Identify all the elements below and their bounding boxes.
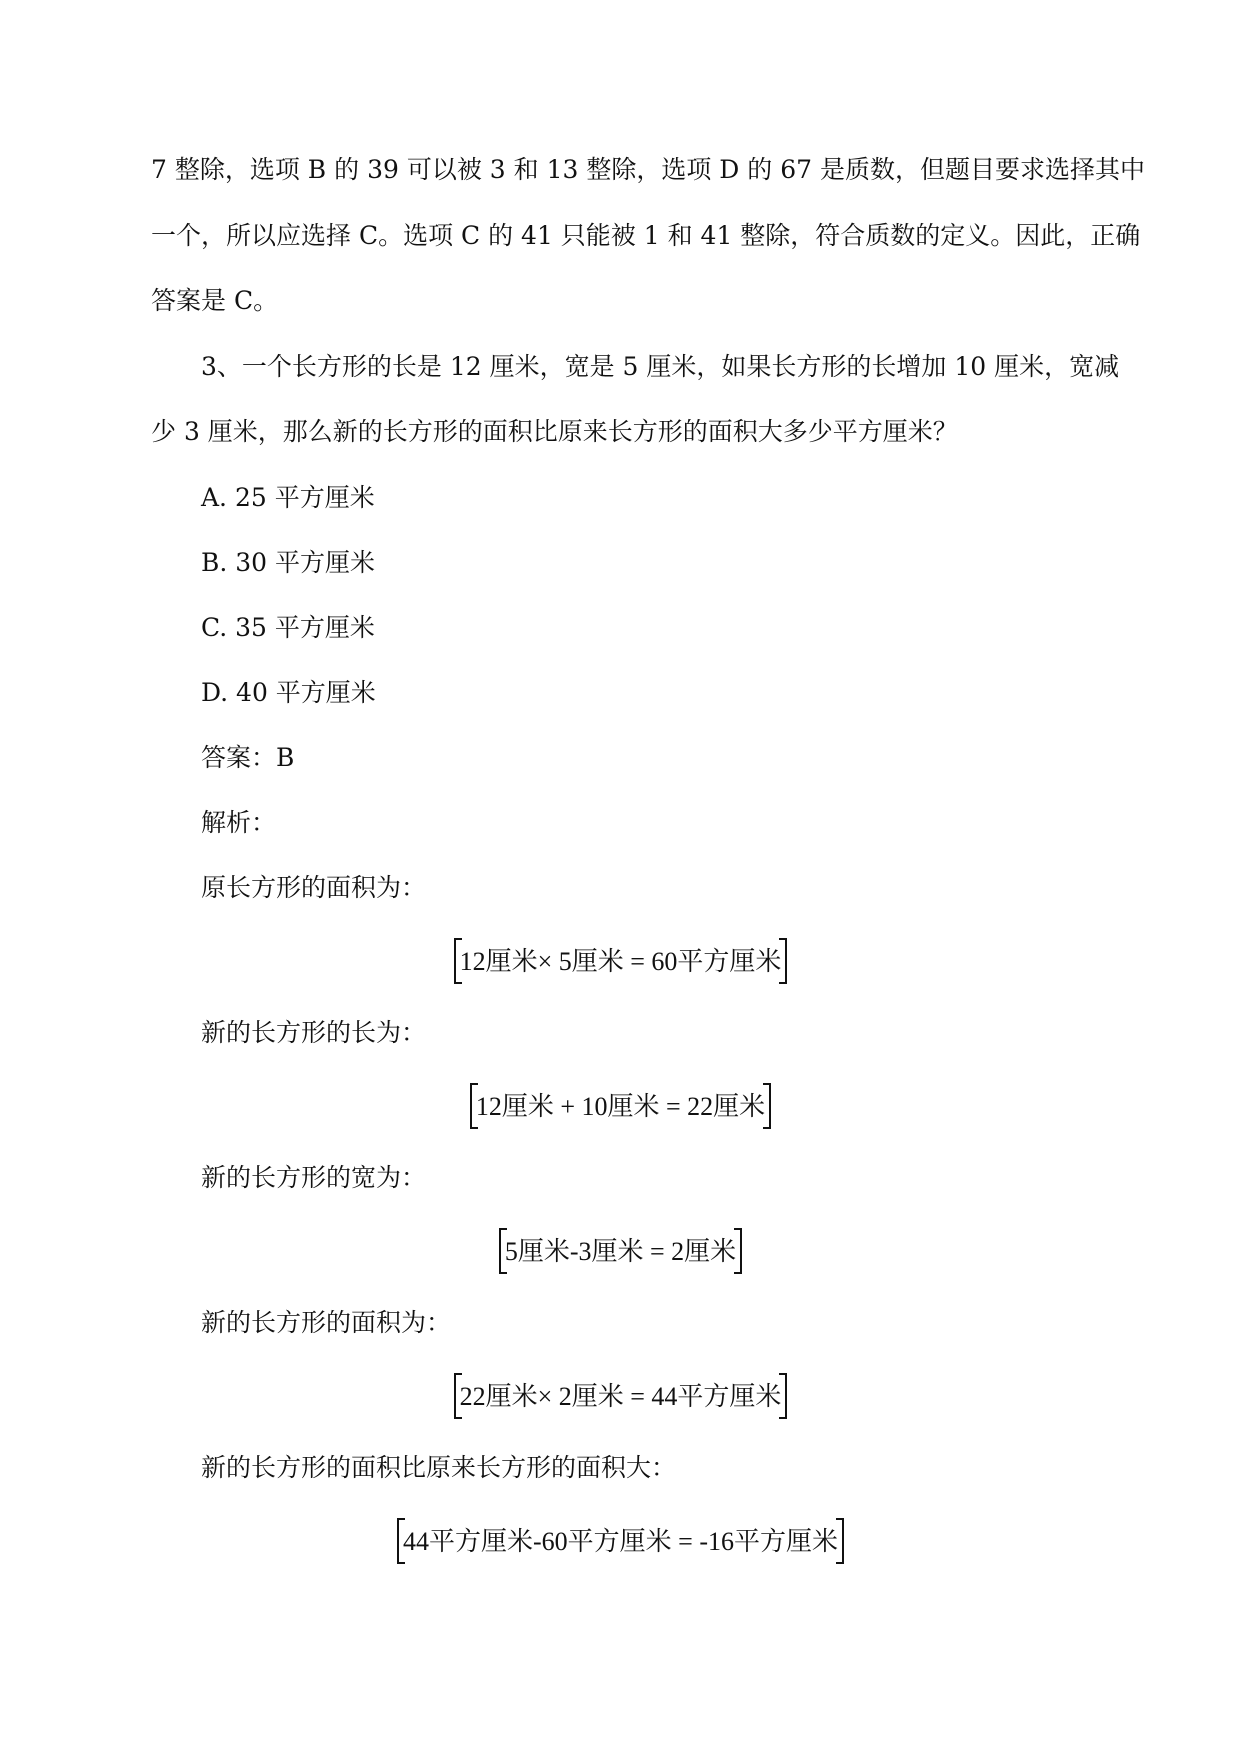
intro-line-3: 答案是 C。 bbox=[151, 286, 279, 315]
formula-bracket bbox=[454, 1373, 788, 1419]
formula-text: 5厘米-3厘米 = 2厘米 bbox=[504, 1237, 737, 1266]
analysis-label: 解析： bbox=[201, 808, 277, 837]
step-formula-3 bbox=[0, 1228, 1241, 1274]
option-c: C. 35 平方厘米 bbox=[201, 613, 375, 642]
step-label-4: 新的长方形的面积为： bbox=[201, 1308, 452, 1337]
formula-text: 12厘米× 5厘米 = 60平方厘米 bbox=[459, 947, 782, 976]
step-label-5: 新的长方形的面积比原来长方形的面积大： bbox=[201, 1453, 677, 1482]
formula-text: 44平方厘米-60平方厘米 = -16平方厘米 bbox=[403, 1527, 838, 1556]
formula-bracket bbox=[499, 1228, 742, 1274]
step-formula-1 bbox=[0, 938, 1241, 984]
step-label-3: 新的长方形的宽为： bbox=[201, 1163, 427, 1192]
step-label-1: 原长方形的面积为： bbox=[201, 873, 427, 902]
answer-line: 答案：B bbox=[201, 743, 295, 772]
option-a: A. 25 平方厘米 bbox=[201, 483, 375, 512]
formula-bracket bbox=[454, 938, 788, 984]
question-line-1: 3、一个长方形的长是 12 厘米，宽是 5 厘米，如果长方形的长增加 10 厘米，宽减 bbox=[201, 352, 1120, 381]
step-formula-5 bbox=[0, 1518, 1241, 1564]
intro-line-1: 7 整除，选项 B 的 39 可以被 3 和 13 整除，选项 D 的 67 是质数，但题目要求选择其中 bbox=[151, 155, 1145, 184]
option-b: B. 30 平方厘米 bbox=[201, 548, 376, 577]
step-formula-2 bbox=[0, 1083, 1241, 1129]
question-line-2: 少 3 厘米，那么新的长方形的面积比原来长方形的面积大多少平方厘米？ bbox=[151, 417, 958, 446]
step-label-2: 新的长方形的长为： bbox=[201, 1018, 427, 1047]
option-d: D. 40 平方厘米 bbox=[201, 678, 376, 707]
formula-text: 12厘米 + 10厘米 = 22厘米 bbox=[475, 1092, 766, 1121]
formula-bracket bbox=[470, 1083, 771, 1129]
formula-bracket bbox=[397, 1518, 844, 1564]
step-formula-4 bbox=[0, 1373, 1241, 1419]
formula-text: 22厘米× 2厘米 = 44平方厘米 bbox=[459, 1382, 782, 1411]
intro-line-2: 一个，所以应选择 C。选项 C 的 41 只能被 1 和 41 整除，符合质数的定义。因此，正确 bbox=[151, 221, 1141, 250]
